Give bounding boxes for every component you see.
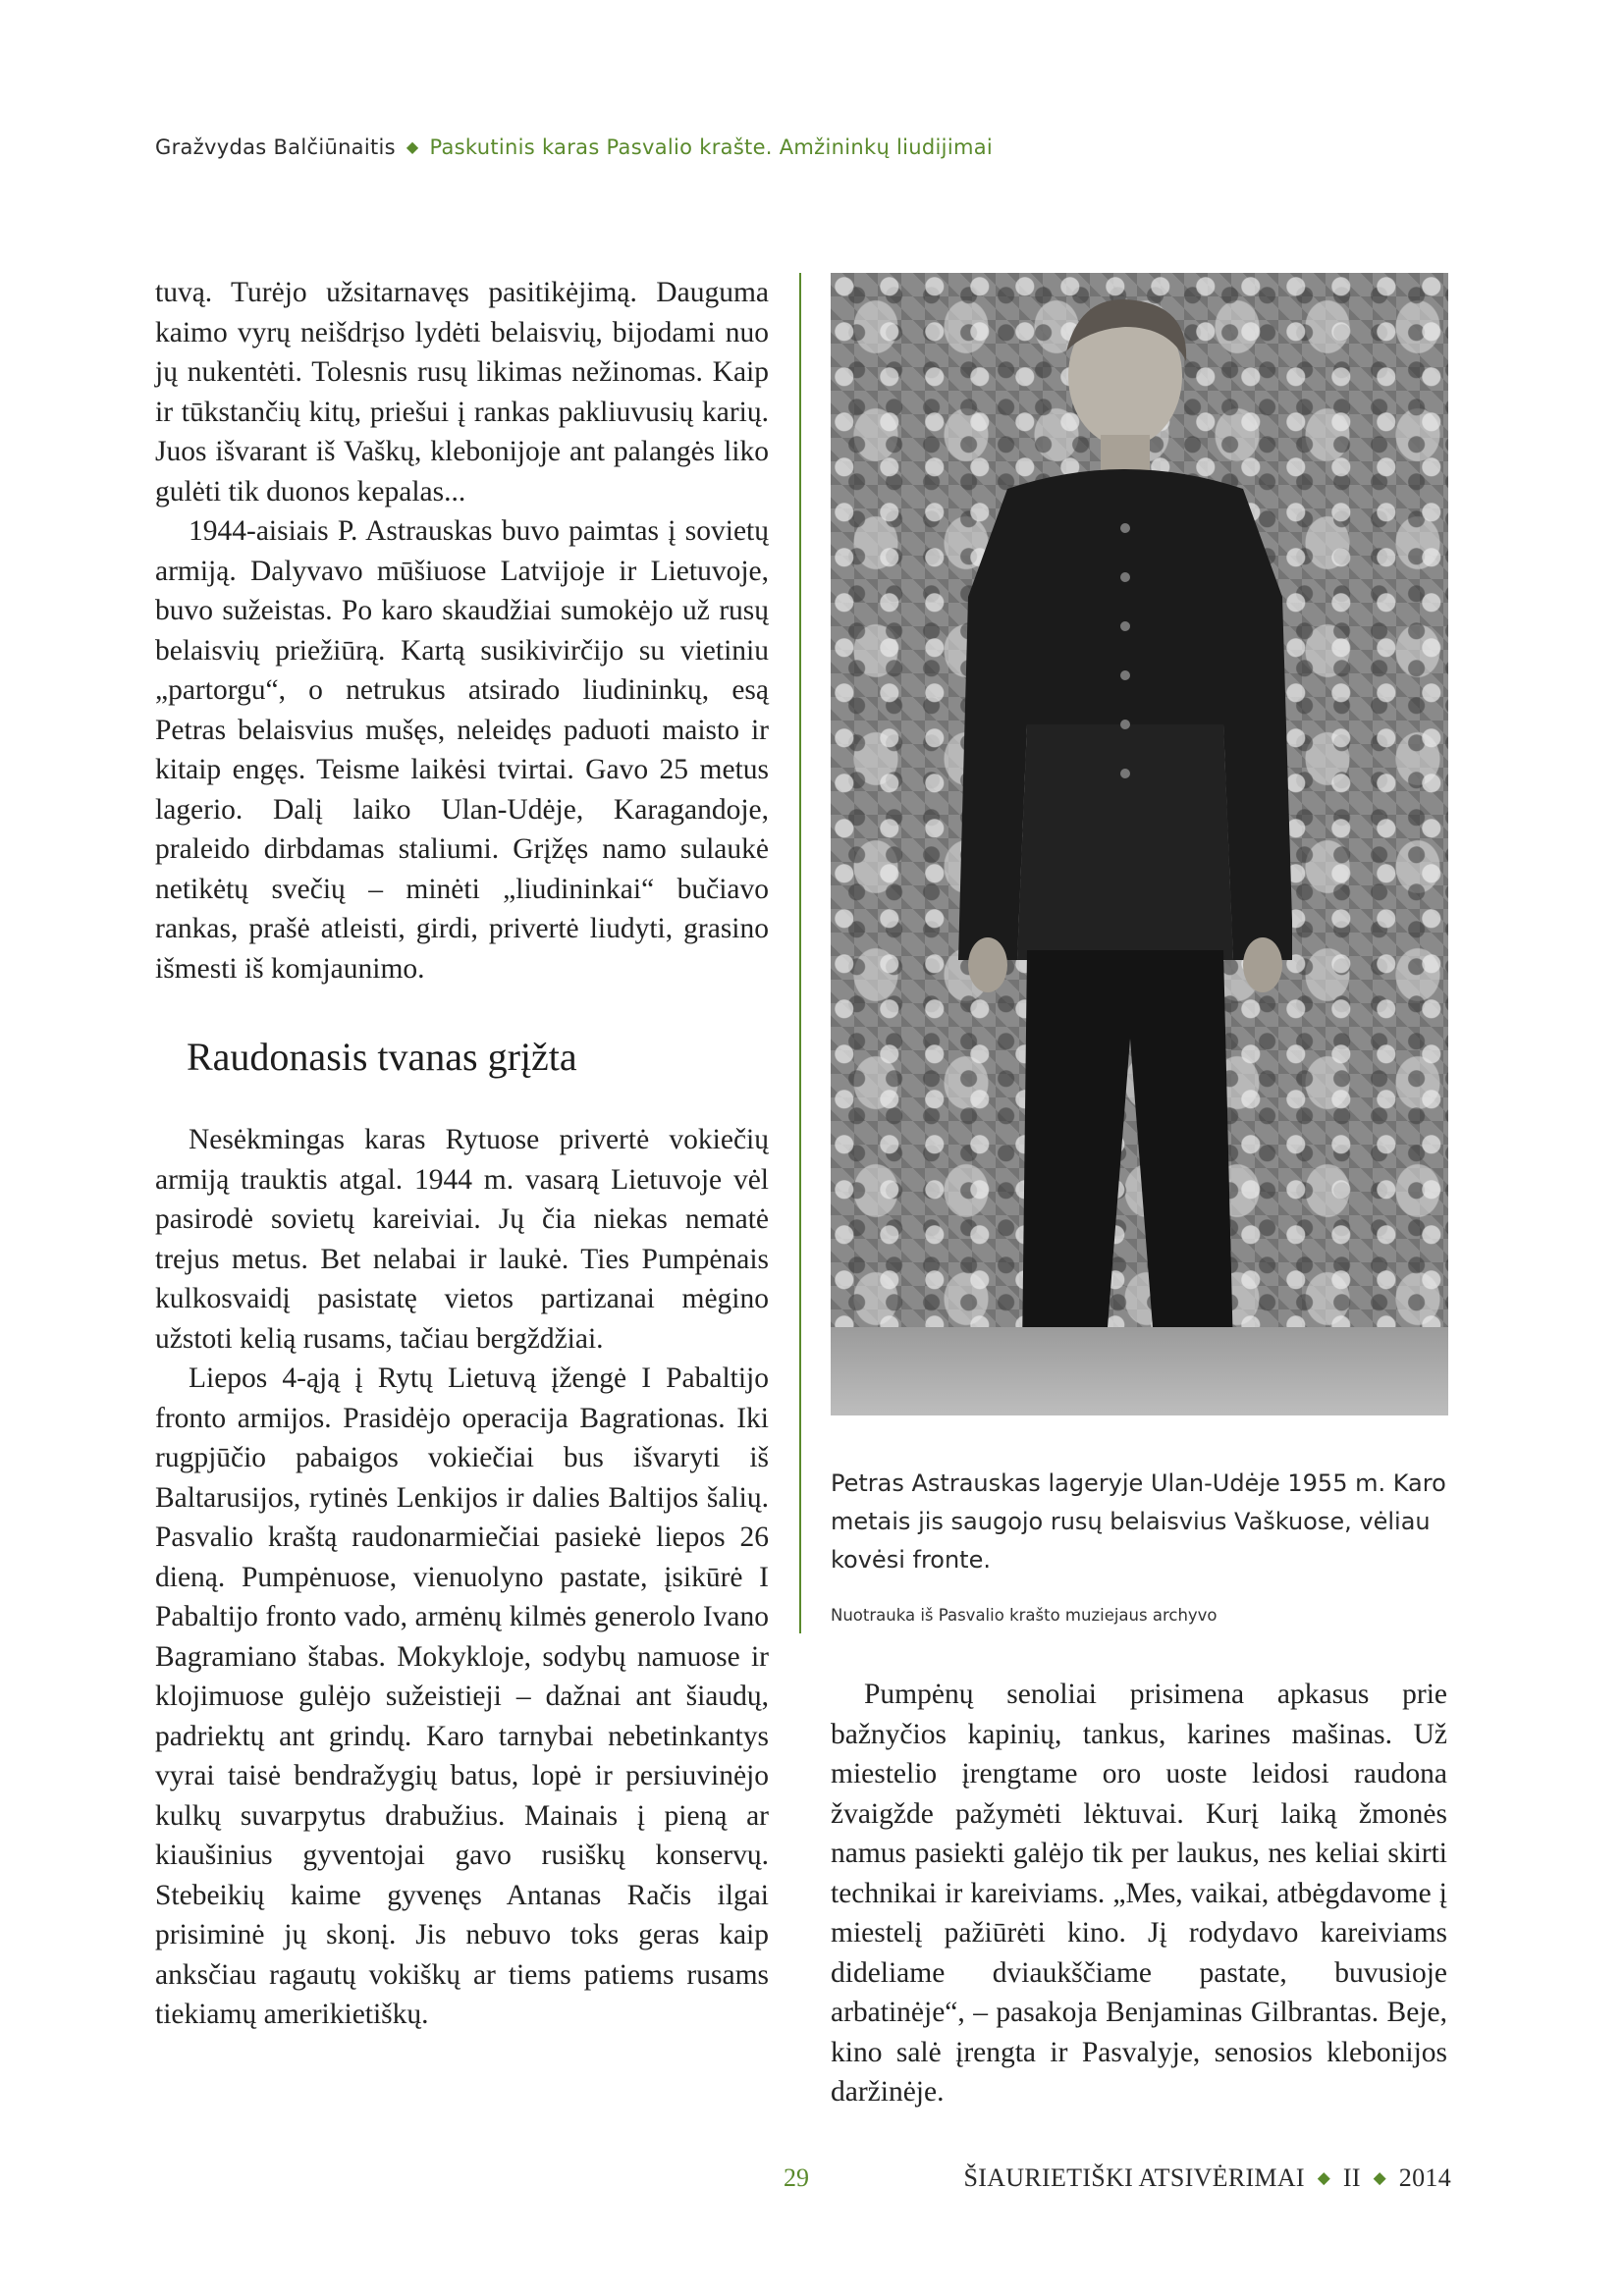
diamond-separator-icon: ◆ <box>1317 2168 1331 2187</box>
left-column <box>155 273 769 2035</box>
journal-title: ŠIAURIETIŠKI ATSIVĖRIMAI <box>963 2163 1305 2192</box>
portrait-photo <box>831 273 1448 1415</box>
standing-man-figure <box>831 273 1448 1415</box>
column-divider <box>799 273 801 1633</box>
section-heading: Raudonasis tvanas grįžta <box>187 1035 577 1079</box>
photo-floor <box>831 1327 1448 1415</box>
paragraph: 1944-aisiais P. Astrauskas buvo paimtas į sovietų armiją. Dalyvavo mūšiuose Latvijoje ir Lietuvoje, buvo sužeistas. Po karo skaudžiai sumokėjo už rusų belaisvių priežiūrą. Kartą susikivirčijo su vietiniu „partorgu“, o netrukus atsirado liudininkų, esą Petras belaisvius mušęs, neleidęs paduoti maisto ir kitaip engęs. Teisme laikėsi tvirtai. Gavo 25 metus lagerio. Dalį laiko Ulan-Udėje, Karagandoje, praleido dirbdamas staliumi. Grįžęs namo sulaukė netikėtų svečių – minėti „liudininkai“ bučiavo rankas, prašė atleisti, girdi, privertė liudyti, grasino išmesti iš komjaunimo. <box>155 515 769 985</box>
diamond-separator-icon: ◆ <box>1373 2168 1386 2187</box>
photo-credit: Nuotrauka iš Pasvalio krašto muziejaus archyvo <box>831 1606 1218 1625</box>
journal-year: 2014 <box>1398 2163 1451 2192</box>
paragraph: Pumpėnų senoliai prisimena apkasus prie bažnyčios kapinių, tankus, karines mašinas. Už miestelio įrengtame oro uoste leidosi raudona žvaigžde pažymėti lėktuvai. Kurį laiką žmonės namus pasiekti galėjo tik per laukus, nes keliai skirti technikai ir kareiviams. „Mes, vaikai, atbėgdavome į miestelį pažiūrėti kino. Jį rodydavo kareiviams dideliame dviaukščiame pastate, buvusioje arbatinėje“, – pasakoja Benjaminas Gilbrantas. Beje, kino salė įrengta ir Pasvalyje, senosios klebonijos daržinėje. <box>831 1679 1447 2108</box>
photo-caption: Petras Astrauskas lageryje Ulan-Udėje 1955 m. Karo metais jis saugojo rusų belaisvius Vaškuose, vėliau kovėsi fronte. <box>831 1469 1446 1574</box>
right-column <box>831 1675 1447 2112</box>
paragraph: tuvą. Turėjo užsitarnavęs pasitikėjimą. Dauguma kaimo vyrų neišdrįso lydėti belaisvių, bijodami nuo jų nukentėti. Tolesnis rusų likimas nežinomas. Kaip ir tūkstančių kitų, priešui į rankas pakliuvusių karių. Juos išvarant iš Vaškų, klebonijoje ant palangės liko gulėti tik duonos kepalas... <box>155 277 769 507</box>
journal-issue: II <box>1342 2163 1361 2192</box>
paragraph: Liepos 4-ąją į Rytų Lietuvą įžengė I Pabaltijo fronto armijos. Prasidėjo operacija Bagrationas. Iki rugpjūčio pabaigos vokiečiai bus išvaryti iš Baltarusijos, rytinės Lenkijos ir dalies Baltijos šalių. Pasvalio kraštą raudonarmiečiai pasiekė liepos 26 dieną. Pumpėnuose, vienuolyno pastate, įsikūrė I Pabaltijo fronto vado, armėnų kilmės generolo Ivano Bagramiano štabas. Mokykloje, sodybų namuose ir klojimuose gulėjo sužeistieji – dažnai ant šiaudų, padriektų ant grindų. Karo tarnybai nebetinkantys vyrai taisė bendražygių batus, lopė ir persiuvinėjo kulkų suvarpytus drabužius. Mainais į pieną ar kiaušinius gyventojai gavo rusiškų konservų. Stebeikių kaime gyvenęs Antanas Račis ilgai prisiminė jų skonį. Jis nebuvo toks geras kaip anksčiau ragautų vokiškų ar tiems patiems rusams tiekiamų amerikietiškų. <box>155 1362 769 2030</box>
header-author: Gražvydas Balčiūnaitis <box>155 135 396 159</box>
diamond-separator-icon: ◆ <box>406 137 419 156</box>
footer-journal <box>931 2163 1451 2193</box>
page-number: 29 <box>784 2163 809 2192</box>
header-book-title: Paskutinis karas Pasvalio krašte. Amžininkų liudijimai <box>429 135 994 159</box>
paragraph: Nesėkmingas karas Rytuose privertė vokiečių armiją trauktis atgal. 1944 m. vasarą Lietuvoje vėl pasirodė sovietų kareiviai. Jų čia niekas nematė trejus metus. Bet nelabai ir laukė. Ties Pumpėnais kulkosvaidį pasistatę vietos partizanai mėgino užstoti kelią rusams, tačiau bergždžiai. <box>155 1124 769 1355</box>
running-head <box>155 135 1471 159</box>
